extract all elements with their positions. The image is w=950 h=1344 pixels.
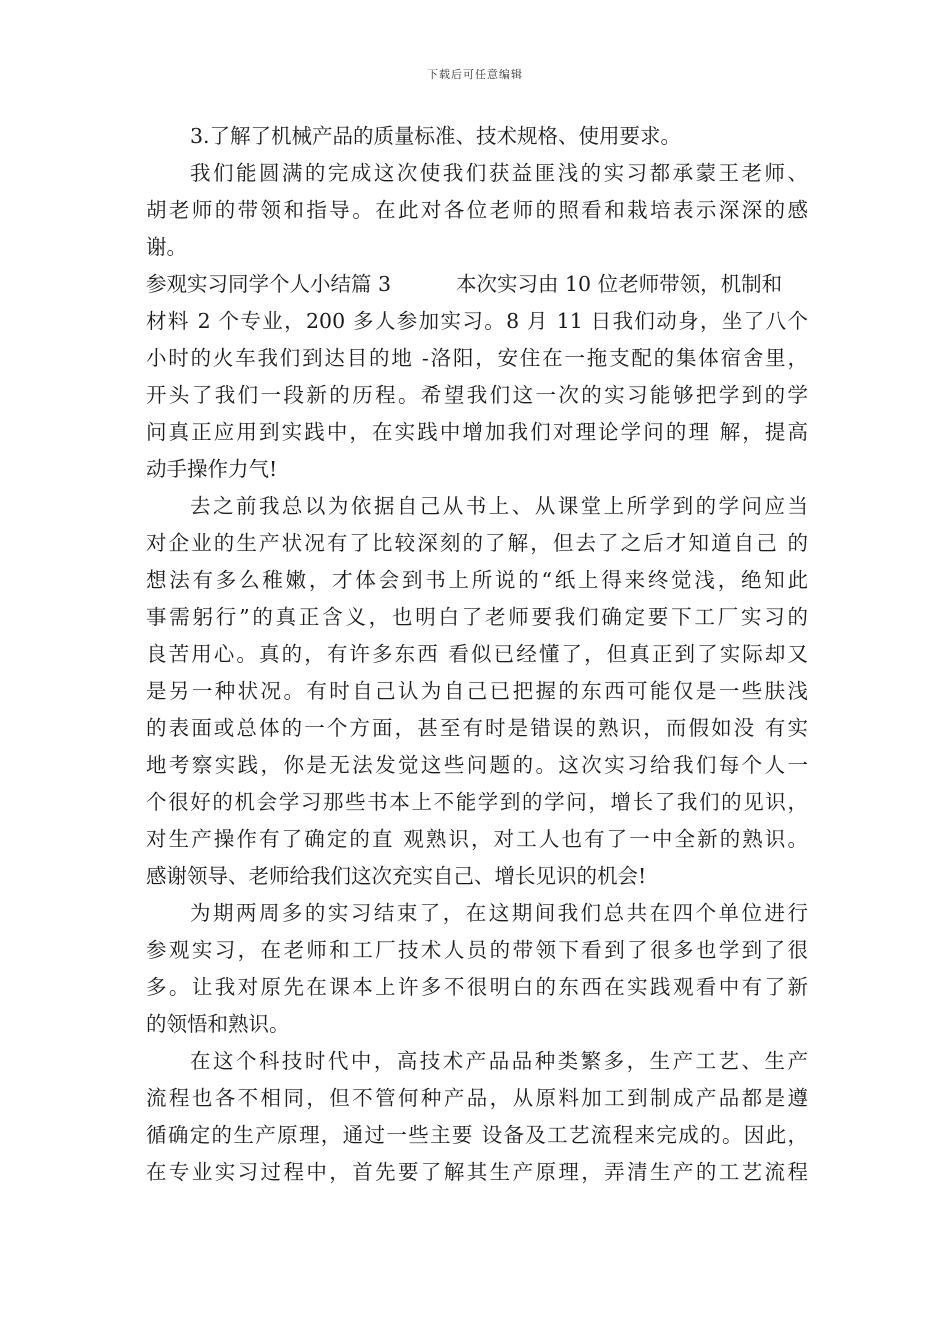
text-line: 为期两周多的实习结束了，在这期间我们总共在四个单位进行: [190, 901, 808, 925]
text-line: 循确定的生产原理，通过一些主要 设备及工艺流程来完成的。因此，: [146, 1123, 808, 1147]
text-line: 多。让我对原先在课本上许多不很明白的东西在实践观看中有了新: [146, 975, 808, 999]
line-text: 本次实习由 10 位老师带领，机制和: [456, 272, 783, 296]
text-line: 对企业的生产状况有了比较深刻的了解，但去了之后才知道自己 的: [146, 531, 808, 555]
text-line: 良苦用心。真的，有许多东西 看似已经懂了，但真正到了实际却又: [146, 642, 808, 666]
text-line: 的表面或总体的一个方面，甚至有时是错误的熟识，而假如没 有实: [146, 716, 808, 740]
text-line: 在这个科技时代中，高技术产品品种类繁多，生产工艺、生产: [190, 1049, 808, 1073]
text-line: 材料 2 个专业，200 多人参加实习。8 月 11 日我们动身，坐了八个: [146, 309, 808, 333]
text-line: 谢。: [146, 235, 187, 259]
text-line: 想法有多么稚嫩，才体会到书上所说的“纸上得来终觉浅，绝知此: [146, 568, 808, 592]
text-line: 在专业实习过程中，首先要了解其生产原理，弄清生产的工艺流程: [146, 1160, 808, 1184]
text-line: 问真正应用到实践中，在实践中增加我们对理论学问的理 解，提高: [146, 420, 808, 444]
section-heading: 参观实习同学个人小结篇 3: [146, 272, 392, 296]
text-line: 参观实习，在老师和工厂技术人员的带领下看到了很多也学到了很: [146, 938, 808, 962]
text-line: 流程也各不相同，但不管何种产品，从原料加工到制成产品都是遵: [146, 1086, 808, 1110]
text-line: 是另一种状况。有时自己认为自己已把握的东西可能仅是一些肤浅: [146, 679, 808, 703]
text-line: 小时的火车我们到达目的地 -洛阳，安住在一拖支配的集体宿舍里，: [146, 346, 808, 370]
text-line: 对生产操作有了确定的直 观熟识，对工人也有了一中全新的熟识。: [146, 827, 808, 851]
document-body: [146, 118, 808, 1191]
text-line: 开头了我们一段新的历程。希望我们这一次的实习能够把学到的学: [146, 383, 808, 407]
text-line: 地考察实践，你是无法发觉这些问题的。这次实习给我们每个人一: [146, 753, 808, 777]
text-line: 我们能圆满的完成这次使我们获益匪浅的实习都承蒙王老师、: [190, 161, 808, 185]
page-header: 下载后可任意编辑: [427, 68, 523, 81]
text-line: 感谢领导、老师给我们这次充实自己、增长见识的机会!: [146, 864, 647, 888]
text-line: 3.了解了机械产品的质量标准、技术规格、使用要求。: [190, 124, 682, 148]
text-line: 去之前我总以为依据自己从书上、从课堂上所学到的学问应当: [190, 494, 808, 518]
text-line: 事需躬行”的真正含义，也明白了老师要我们确定要下工厂实习的: [146, 605, 808, 629]
text-line: 的领悟和熟识。: [146, 1012, 290, 1036]
text-line: [146, 266, 808, 303]
text-line: 动手操作力气!: [146, 457, 278, 481]
text-line: 个很好的机会学习那些书本上不能学到的学问，增长了我们的见识，: [146, 790, 808, 814]
text-line: 胡老师的带领和指导。在此对各位老师的照看和栽培表示深深的感: [146, 198, 808, 222]
